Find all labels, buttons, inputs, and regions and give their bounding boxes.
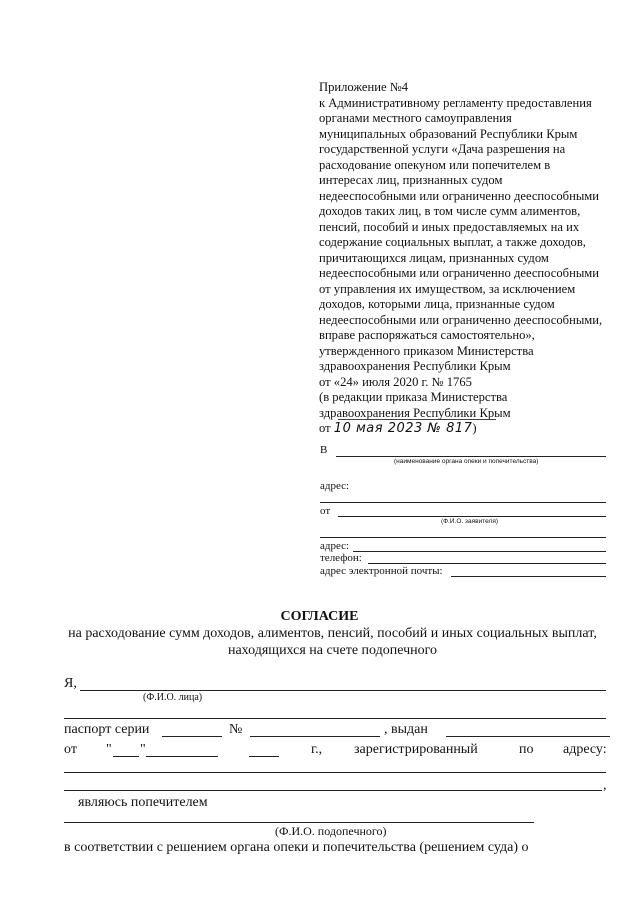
appendix-line: утвержденного приказом Министерства (319, 343, 534, 358)
appendix-line: к Административному регламенту предоставления (319, 95, 592, 110)
address2-label: адрес: (320, 540, 350, 552)
appendix-block (319, 80, 619, 437)
document-subtitle: на расходование сумм доходов, алиментов, пенсий, пособий и иных социальных выплат, находящихся на счете подопечного (68, 626, 597, 658)
number-sign: № (229, 722, 243, 737)
phone-field[interactable] (368, 563, 606, 564)
appendix-line: недееспособными или ограниченно дееспособными, (319, 312, 603, 327)
quote-close: " (140, 742, 146, 757)
appendix-line: вправе распоряжаться самостоятельно», (319, 328, 535, 342)
appendix-line: от управления их имуществом, за исключением (319, 281, 576, 296)
fio-field[interactable] (80, 690, 606, 691)
issue-year-field[interactable] (249, 756, 279, 757)
to-field[interactable] (336, 456, 606, 457)
i-label: Я, (64, 676, 77, 691)
fio-hint: (Ф.И.О. лица) (143, 692, 203, 703)
issue-day-field[interactable] (113, 756, 139, 757)
ward-hint: (Ф.И.О. подопечного) (275, 824, 387, 838)
year-label: г., (311, 742, 323, 757)
appendix-line: государственной услуги «Дача разрешения на (319, 142, 566, 156)
email-field[interactable] (451, 576, 606, 577)
email-label: адрес электронной почты: (320, 565, 443, 577)
appendix-line: от «24» июля 2020 г. № 1765 (319, 374, 472, 389)
guardian-text: являюсь попечителем (78, 795, 208, 810)
appendix-line: содержание социальных выплат, а также доходов, (319, 235, 586, 249)
appendix-lines (319, 80, 619, 421)
quote-open: " (106, 742, 112, 757)
handwritten-date: 10 мая 2023 № 817 (333, 421, 473, 436)
ward-fio-field[interactable] (64, 822, 534, 823)
appendix-line: недееспособными или ограниченно дееспособными (319, 266, 599, 280)
appendix-line: причитающихся лицам, признанных судом (319, 250, 549, 265)
issue-month-field[interactable] (146, 756, 218, 757)
issued-label: , выдан (384, 722, 428, 737)
from-field[interactable] (338, 516, 606, 517)
appendix-amendment-date: от 10 мая 2023 № 817) (319, 421, 477, 436)
address2-field[interactable] (353, 551, 606, 552)
appendix-line: здравоохранения Республики Крым (319, 405, 511, 420)
appendix-line: пенсий, пособий и иных предоставляемых на их (319, 219, 580, 234)
from-label: от (320, 505, 331, 517)
address-field[interactable] (320, 502, 606, 503)
address-word: адресу: (563, 742, 607, 757)
date-from-label: от (64, 742, 77, 757)
address-label: адрес: (320, 480, 350, 492)
passport-series-label: паспорт серии (64, 722, 150, 737)
at-label: по (519, 742, 534, 757)
appendix-line: Приложение №4 (319, 80, 409, 94)
decision-text: в соответствии с решением органа опеки и попечительства (решением суда) о (64, 840, 529, 855)
issued-by-field[interactable] (446, 736, 610, 737)
phone-label: телефон: (320, 552, 362, 564)
to-hint: (наименование органа опеки и попечительства) (394, 458, 539, 465)
registration-address-field-2[interactable] (64, 790, 602, 791)
address-comma: , (603, 778, 607, 793)
from-hint: (Ф.И.О. заявителя) (441, 518, 499, 525)
appendix-line: (в редакции приказа Министерства (319, 390, 508, 404)
appendix-line: доходов, которыми лица, признанные судом (319, 297, 555, 311)
appendix-line: расходование опекуном или попечителем в (319, 157, 551, 172)
passport-number-field[interactable] (250, 736, 380, 737)
passport-series-field[interactable] (162, 736, 222, 737)
appendix-line: органами местного самоуправления (319, 111, 512, 125)
registration-address-field[interactable] (64, 772, 606, 773)
to-label: В (320, 444, 328, 456)
registered-label: зарегистрированный (354, 742, 478, 757)
document-title: СОГЛАСИЕ (280, 609, 359, 624)
appendix-line: недееспособными или ограниченно дееспособными (319, 188, 599, 203)
appendix-line: муниципальных образований Республики Крым (319, 126, 578, 141)
fio-field-2[interactable] (64, 718, 606, 719)
appendix-line: здравоохранения Республики Крым (319, 359, 511, 373)
appendix-line: интересах лиц, признанных судом (319, 173, 503, 187)
appendix-line: доходов таких лиц, в том числе сумм алиментов, (319, 204, 581, 218)
from-field-2[interactable] (320, 537, 606, 538)
